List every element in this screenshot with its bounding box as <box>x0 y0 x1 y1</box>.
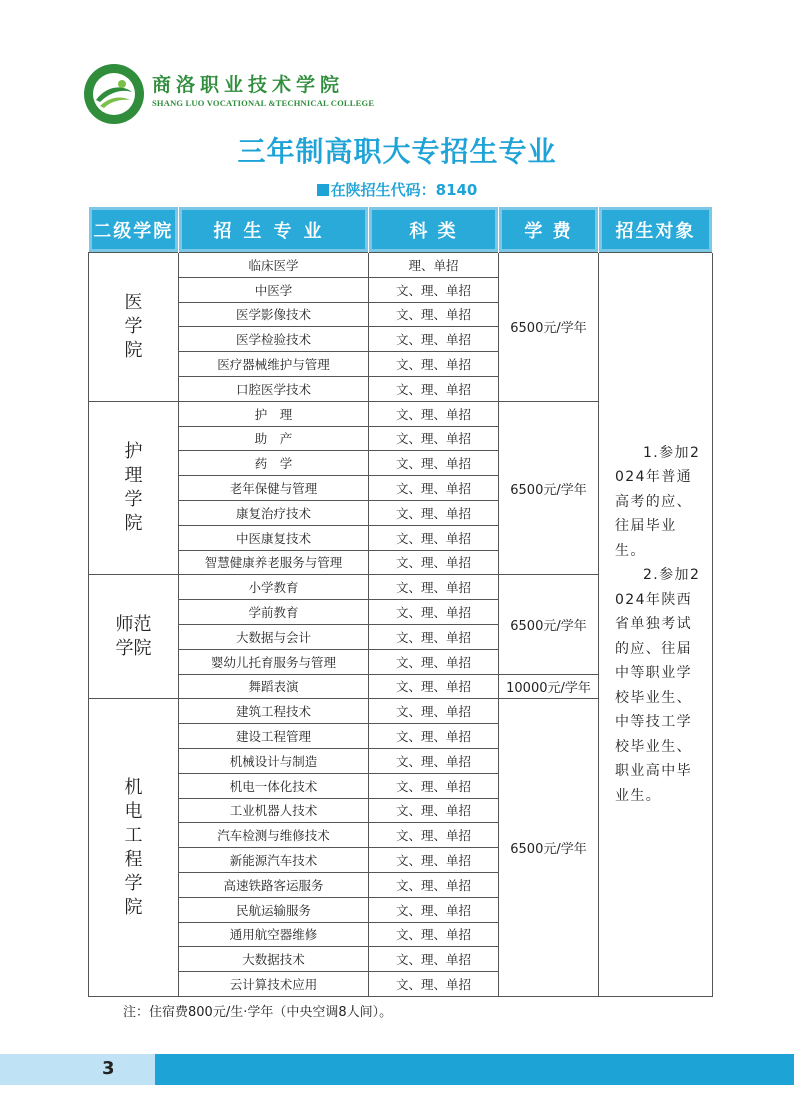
major-cell: 学前教育 <box>179 600 369 625</box>
major-cell: 医学影像技术 <box>179 302 369 327</box>
type-cell: 文、理、单招 <box>369 376 499 401</box>
college-logo <box>82 62 146 126</box>
major-cell: 建筑工程技术 <box>179 699 369 724</box>
type-cell: 文、理、单招 <box>369 426 499 451</box>
major-cell: 医疗器械维护与管理 <box>179 352 369 377</box>
major-cell: 民航运输服务 <box>179 897 369 922</box>
header-major: 招生专业 <box>179 207 369 253</box>
college-name-cn: 商洛职业技术学院 <box>152 74 345 96</box>
fee-cell: 6500元/学年 <box>499 575 599 674</box>
college-cell <box>89 401 179 575</box>
college-name: 师范学院 <box>115 613 152 659</box>
major-cell: 机械设计与制造 <box>179 748 369 773</box>
type-cell: 文、理、单招 <box>369 401 499 426</box>
type-cell: 文、理、单招 <box>369 327 499 352</box>
page-number: 3 <box>102 1058 115 1079</box>
fee-cell: 6500元/学年 <box>499 699 599 997</box>
major-cell: 建设工程管理 <box>179 724 369 749</box>
major-cell: 药 学 <box>179 451 369 476</box>
header-target: 招生对象 <box>599 207 713 253</box>
major-cell: 机电一体化技术 <box>179 773 369 798</box>
type-cell: 文、理、单招 <box>369 550 499 575</box>
type-cell: 文、理、单招 <box>369 674 499 699</box>
college-name-en: SHANG LUO VOCATIONAL &TECHNICAL COLLEGE <box>152 98 375 108</box>
major-cell: 助 产 <box>179 426 369 451</box>
target-cell <box>599 253 713 997</box>
target-paragraph: 2.参加2024年陕西省单独考试的应、往届中等职业学校毕业生、中等技工学校毕业生、职业高中毕业生。 <box>615 567 701 804</box>
college-name: 护理学院 <box>124 441 143 535</box>
major-cell: 高速铁路客运服务 <box>179 872 369 897</box>
major-cell: 汽车检测与维修技术 <box>179 823 369 848</box>
major-cell: 云计算技术应用 <box>179 972 369 997</box>
table-header-row <box>89 207 713 253</box>
type-cell: 文、理、单招 <box>369 848 499 873</box>
type-cell: 文、理、单招 <box>369 823 499 848</box>
type-cell: 文、理、单招 <box>369 277 499 302</box>
target-paragraph: 1.参加2024年普通高考的应、往届毕业生。 <box>615 444 701 559</box>
footnote: 注：住宿费800元/生·学年（中央空调8人间）。 <box>123 1005 393 1020</box>
type-cell: 理、单招 <box>369 253 499 278</box>
header-type: 科 类 <box>369 207 499 253</box>
college-cell <box>89 253 179 402</box>
major-cell: 医学检验技术 <box>179 327 369 352</box>
type-cell: 文、理、单招 <box>369 352 499 377</box>
major-cell: 舞蹈表演 <box>179 674 369 699</box>
major-cell: 中医学 <box>179 277 369 302</box>
college-name: 机电工程学院 <box>124 776 143 918</box>
type-cell: 文、理、单招 <box>369 922 499 947</box>
type-cell: 文、理、单招 <box>369 575 499 600</box>
type-cell: 文、理、单招 <box>369 699 499 724</box>
college-cell <box>89 575 179 699</box>
admission-table <box>88 207 713 997</box>
college-name: 医学院 <box>124 291 143 361</box>
header-college: 二级学院 <box>89 207 179 253</box>
type-cell: 文、理、单招 <box>369 476 499 501</box>
type-cell: 文、理、单招 <box>369 649 499 674</box>
page-title: 三年制高职大专招生专业 <box>237 135 557 168</box>
type-cell: 文、理、单招 <box>369 451 499 476</box>
square-bullet-icon <box>317 184 329 196</box>
major-cell: 新能源汽车技术 <box>179 848 369 873</box>
major-cell: 小学教育 <box>179 575 369 600</box>
major-cell: 通用航空器维修 <box>179 922 369 947</box>
major-cell: 婴幼儿托育服务与管理 <box>179 649 369 674</box>
type-cell: 文、理、单招 <box>369 897 499 922</box>
type-cell: 文、理、单招 <box>369 525 499 550</box>
major-cell: 康复治疗技术 <box>179 500 369 525</box>
type-cell: 文、理、单招 <box>369 600 499 625</box>
admission-code-text: 在陕招生代码：8140 <box>330 181 478 199</box>
type-cell: 文、理、单招 <box>369 872 499 897</box>
major-cell: 老年保健与管理 <box>179 476 369 501</box>
footer-right-band <box>155 1054 794 1085</box>
major-cell: 口腔医学技术 <box>179 376 369 401</box>
type-cell: 文、理、单招 <box>369 972 499 997</box>
fee-cell-special: 10000元/学年 <box>499 674 599 699</box>
footer-left-band <box>0 1054 155 1085</box>
type-cell: 文、理、单招 <box>369 724 499 749</box>
table-row <box>89 253 713 278</box>
type-cell: 文、理、单招 <box>369 500 499 525</box>
type-cell: 文、理、单招 <box>369 947 499 972</box>
type-cell: 文、理、单招 <box>369 302 499 327</box>
header-fee: 学 费 <box>499 207 599 253</box>
fee-cell: 6500元/学年 <box>499 253 599 402</box>
major-cell: 护 理 <box>179 401 369 426</box>
major-cell: 智慧健康养老服务与管理 <box>179 550 369 575</box>
type-cell: 文、理、单招 <box>369 773 499 798</box>
major-cell: 工业机器人技术 <box>179 798 369 823</box>
major-cell: 大数据技术 <box>179 947 369 972</box>
major-cell: 大数据与会计 <box>179 624 369 649</box>
fee-cell: 6500元/学年 <box>499 401 599 575</box>
major-cell: 临床医学 <box>179 253 369 278</box>
type-cell: 文、理、单招 <box>369 624 499 649</box>
admission-code <box>0 179 794 200</box>
type-cell: 文、理、单招 <box>369 748 499 773</box>
type-cell: 文、理、单招 <box>369 798 499 823</box>
major-cell: 中医康复技术 <box>179 525 369 550</box>
college-cell <box>89 699 179 997</box>
